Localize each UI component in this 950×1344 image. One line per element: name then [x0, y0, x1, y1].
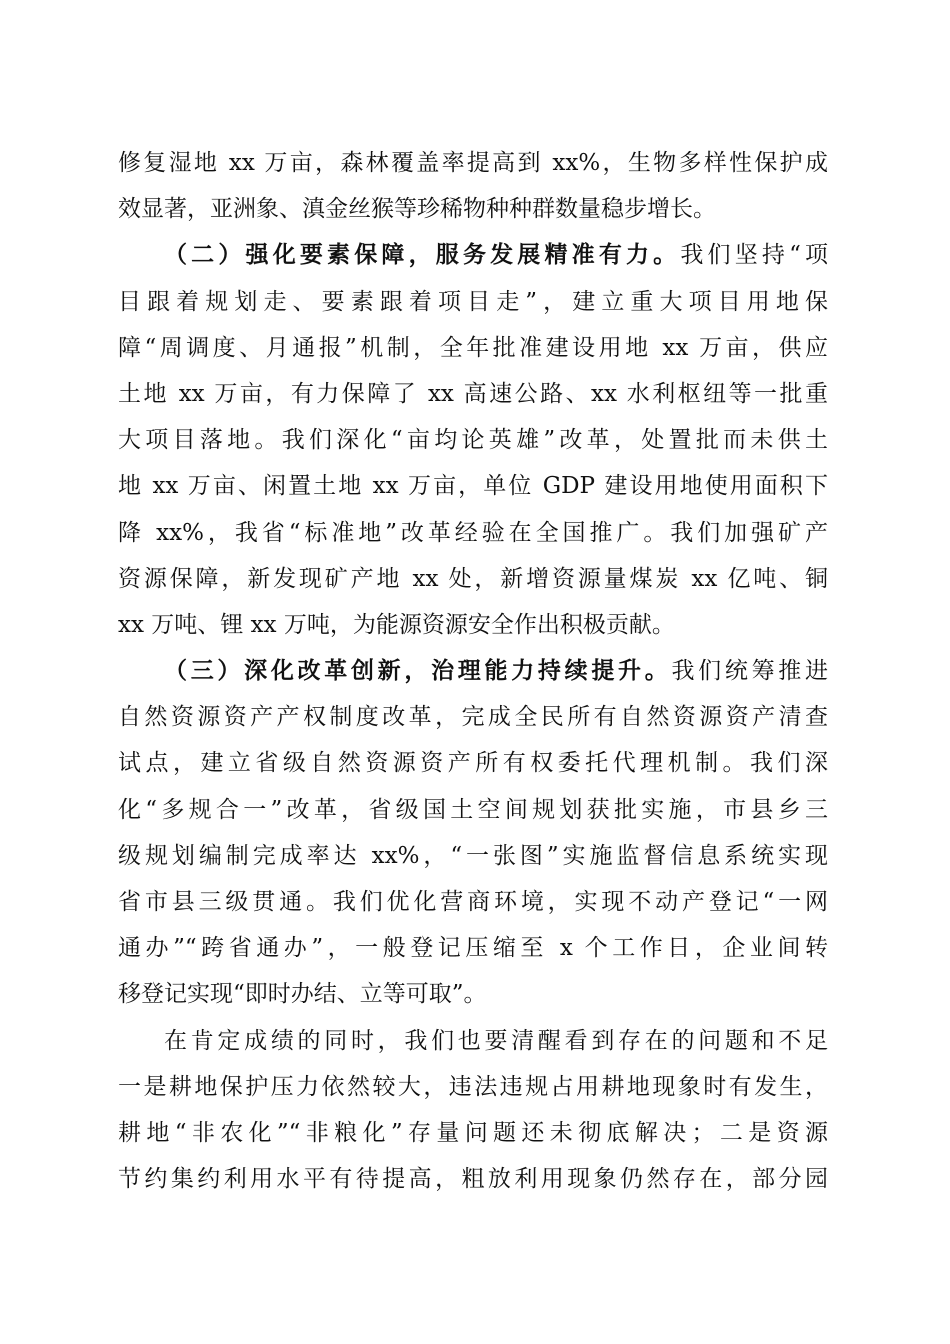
text-line: [118, 232, 828, 278]
text-fragment: 我们坚持“项: [680, 242, 828, 269]
text-fragment: 我们统筹推进: [671, 658, 828, 685]
text-line: 自然资源资产产权制度改革，完成全民所有自然资源资产清查: [118, 704, 828, 731]
paragraph-problems: [118, 1018, 828, 1203]
section-heading: （二）强化要素保障，服务发展精准有力。: [164, 241, 681, 269]
text-line: 土地 xx 万亩，有力保障了 xx 高速公路、xx 水利枢纽等一批重: [118, 380, 828, 407]
text-line: 目跟着规划走、要素跟着项目走”，建立重大项目用地保: [118, 288, 828, 315]
text-line: 节约集约利用水平有待提高，粗放利用现象仍然存在，部分园: [118, 1166, 828, 1193]
text-line: 省市县三级贯通。我们优化营商环境，实现不动产登记“一网: [118, 889, 828, 915]
paragraph-reform-innovation: [118, 648, 828, 1018]
text-line: [118, 648, 828, 694]
text-line: 降 xx%，我省“标准地”改革经验在全国推广。我们加强矿产: [118, 519, 828, 546]
text-line: xx 万吨、锂 xx 万吨，为能源资源安全作出积极贡献。: [118, 611, 675, 638]
document-body: [118, 140, 828, 1202]
text-line: 修复湿地 xx 万亩，森林覆盖率提高到 xx%，生物多样性保护成: [118, 150, 828, 176]
text-line: 一是耕地保护压力依然较大，违法违规占用耕地现象时有发生，: [118, 1073, 828, 1100]
paragraph-factor-guarantee: [118, 232, 828, 648]
text-line: 障“周调度、月通报”机制，全年批准建设用地 xx 万亩，供应: [118, 334, 828, 361]
text-line: 化“多规合一”改革，省级国土空间规划获批实施，市县乡三: [118, 796, 828, 823]
text-line: 试点，建立省级自然资源资产所有权委托代理机制。我们深: [118, 750, 828, 777]
text-line: 通办”“跨省通办”，一般登记压缩至 x 个工作日，企业间转: [118, 935, 828, 962]
text-line: 大项目落地。我们深化“亩均论英雄”改革，处置批而未供土: [118, 427, 828, 454]
text-line: 级规划编制完成率达 xx%，“一张图”实施监督信息系统实现: [118, 842, 828, 869]
text-line: 在肯定成绩的同时，我们也要清醒看到存在的问题和不足: [164, 1027, 828, 1054]
section-heading: （三）深化改革创新，治理能力持续提升。: [164, 657, 672, 685]
text-line: 地 xx 万亩、闲置土地 xx 万亩，单位 GDP 建设用地使用面积下: [118, 473, 828, 500]
text-line: 耕地“非农化”“非粮化”存量问题还未彻底解决；二是资源: [118, 1119, 828, 1146]
paragraph-ecology: [118, 140, 828, 232]
text-line: 移登记实现“即时办结、立等可取”。: [118, 981, 487, 1008]
text-line: 资源保障，新发现矿产地 xx 处，新增资源量煤炭 xx 亿吨、铜: [118, 565, 828, 592]
text-line: 效显著，亚洲象、滇金丝猴等珍稀物种种群数量稳步增长。: [118, 196, 716, 223]
